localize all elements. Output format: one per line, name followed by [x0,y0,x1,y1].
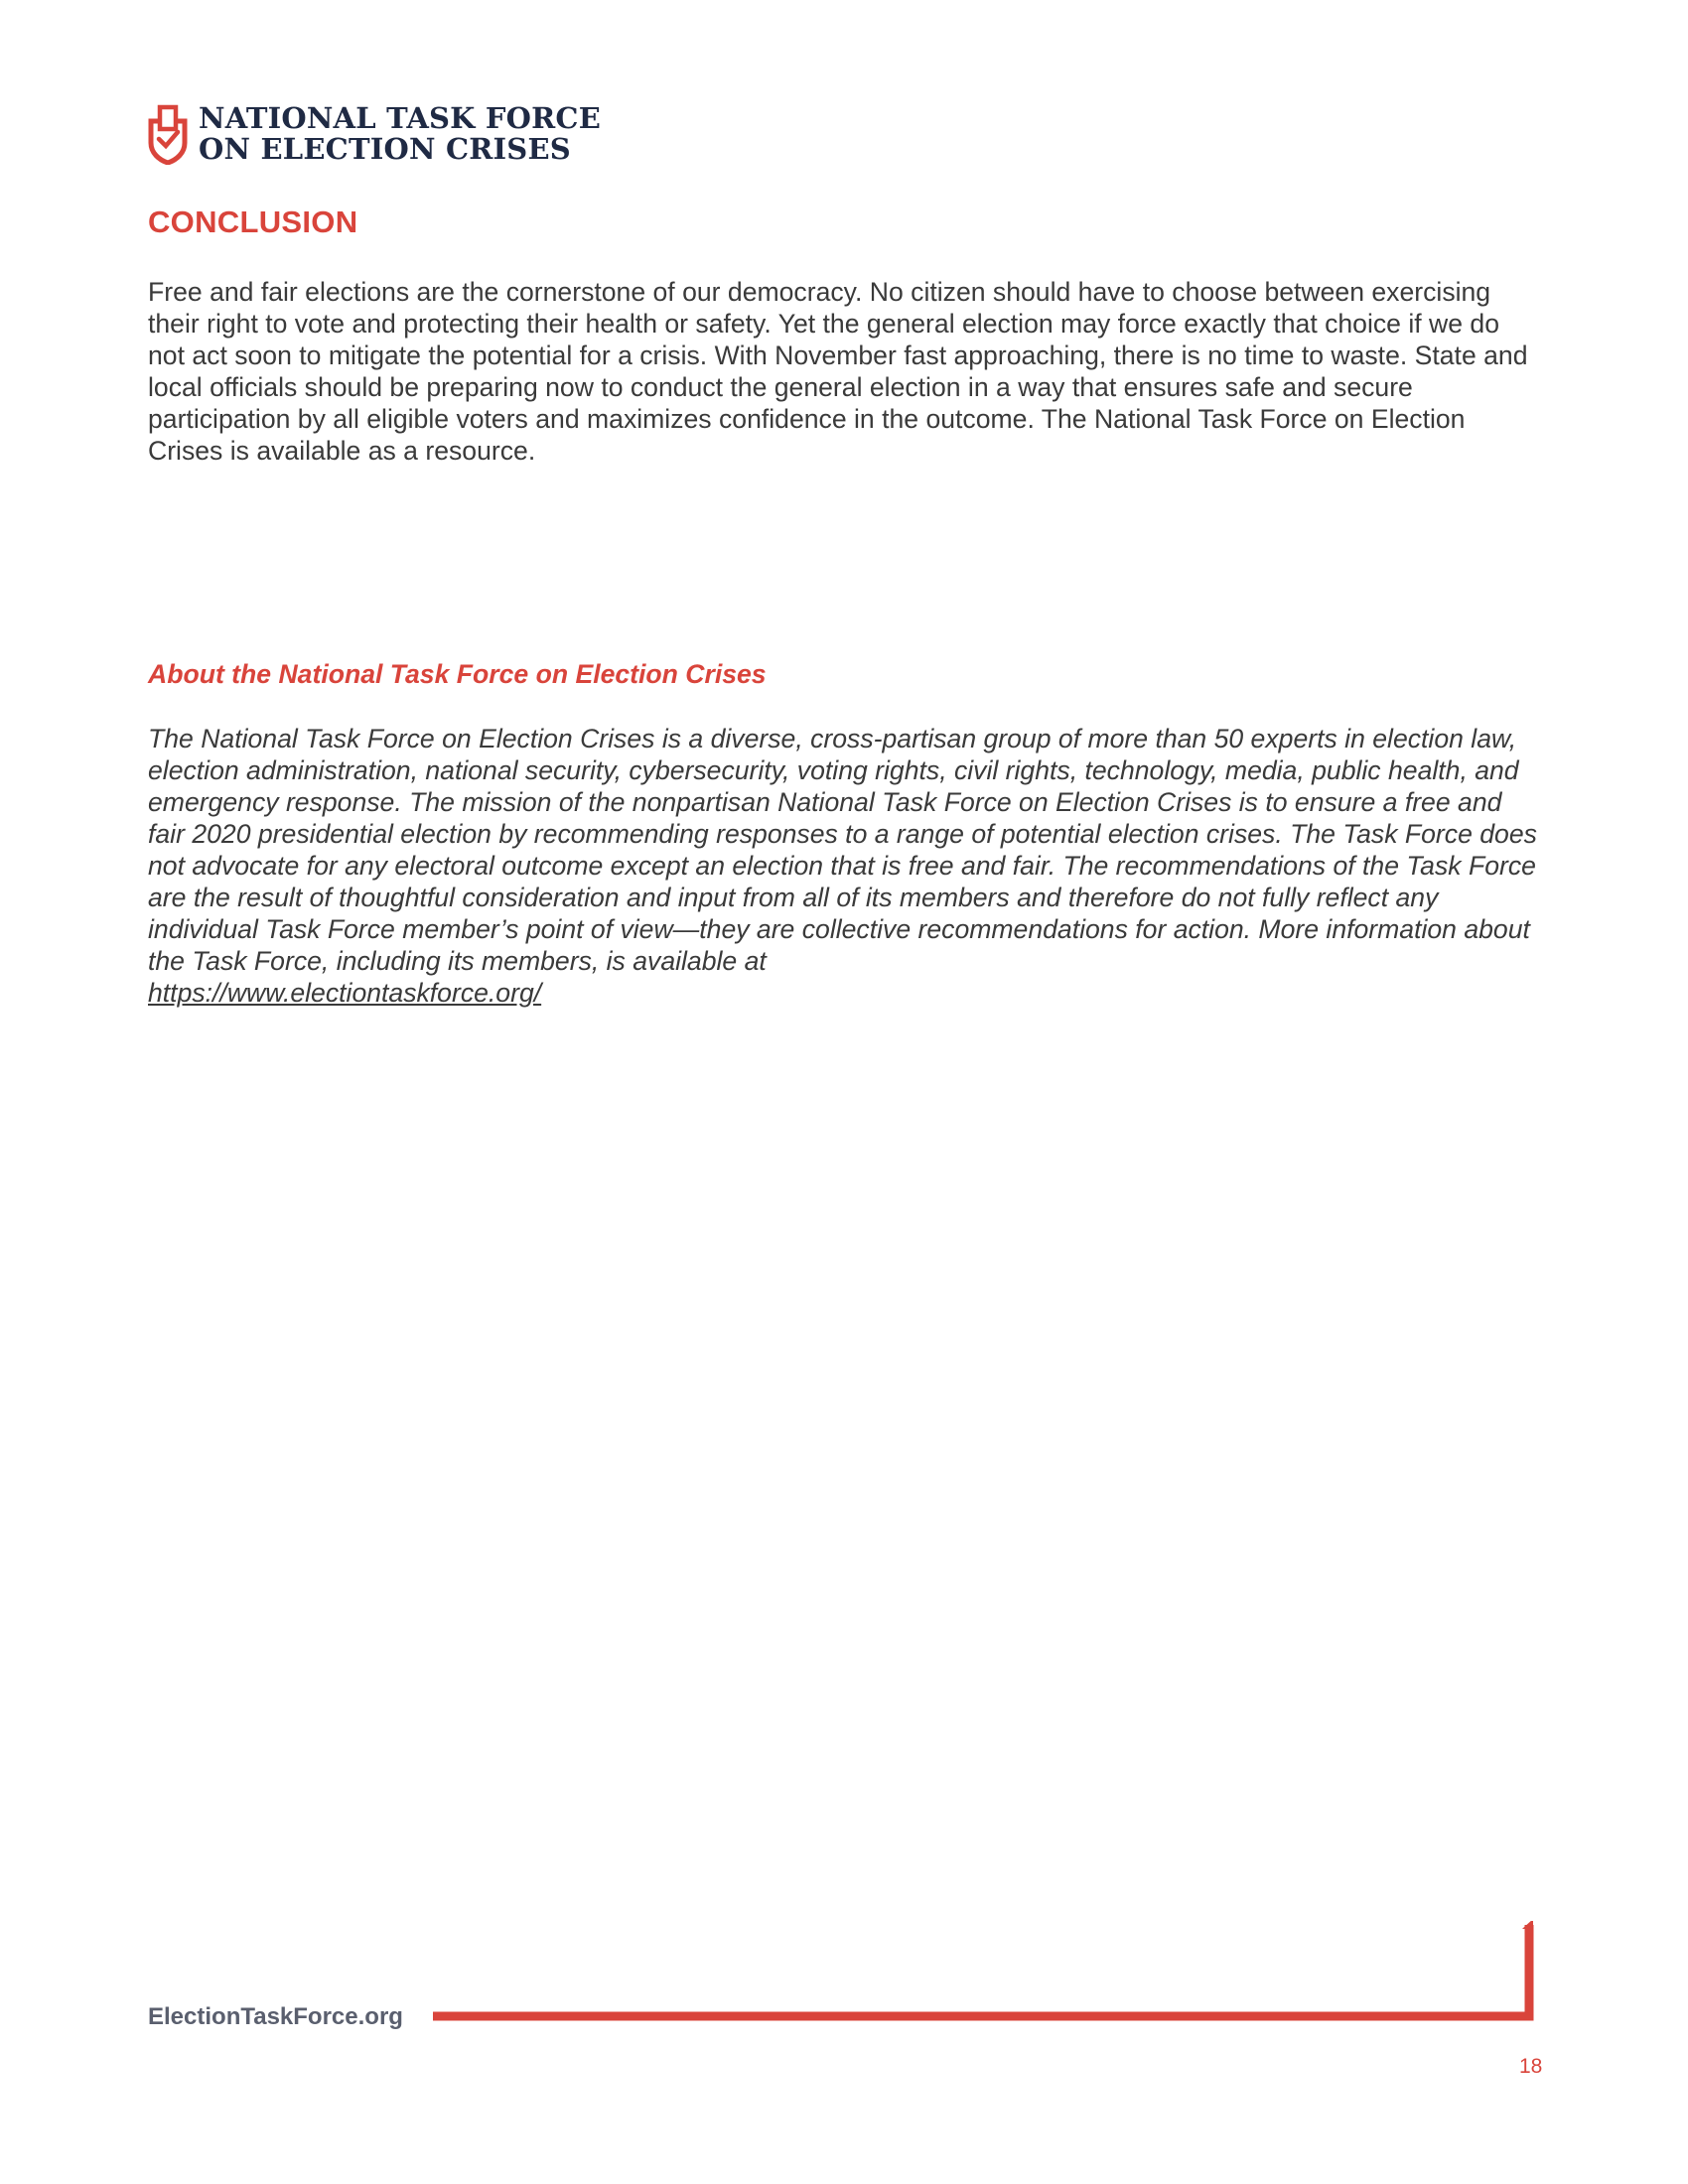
about-heading: About the National Task Force on Election Crises [148,659,767,689]
footer-accent-line [427,1921,1539,2040]
ballot-box-shield-icon [147,103,189,165]
footer-website: ElectionTaskForce.org [148,2003,403,2030]
org-name [199,103,616,165]
task-force-website-link[interactable]: https://www.electiontaskforce.org/ [148,978,542,1008]
conclusion-heading: CONCLUSION [148,205,358,239]
org-name-line-2: ON ELECTION CRISES [199,132,571,166]
page-number: 18 [1519,2055,1543,2078]
conclusion-paragraph: Free and fair elections are the cornerstone of our democracy. No citizen should have to choose between exercising their right to vote and protecting their health or safety. Yet the general election may force exactly that choice if we do not act soon to mitigate the potential for a crisis. With November fast approaching, there is no time to waste. State and local officials should be preparing now to conduct the general election in a way that ensures safe and secure participation by all eligible voters and maximizes confidence in the outcome. The National Task Force on Election Crises is available as a resource. [148,277,1528,466]
org-name-line-1: NATIONAL TASK FORCE [199,101,601,135]
about-paragraph [148,723,1538,1009]
about-paragraph-text: The National Task Force on Election Crises is a diverse, cross-partisan group of more than 50 experts in election law, election administration, national security, cybersecurity, voting rights, civil rights, technology, media, public health, and emergency response. The mission of the nonpartisan National Task Force on Election Crises is to ensure a free and fair 2020 presidential election by recommending responses to a range of potential election crises. The Task Force does not advocate for any electoral outcome except an election that is free and fair. The recommendations of the Task Force are the result of thoughtful consideration and input from all of its members and therefore do not fully reflect any individual Task Force member’s point of view—they are collective recommendations for action. More information about the Task Force, including its members, is available at [148,724,1537,976]
